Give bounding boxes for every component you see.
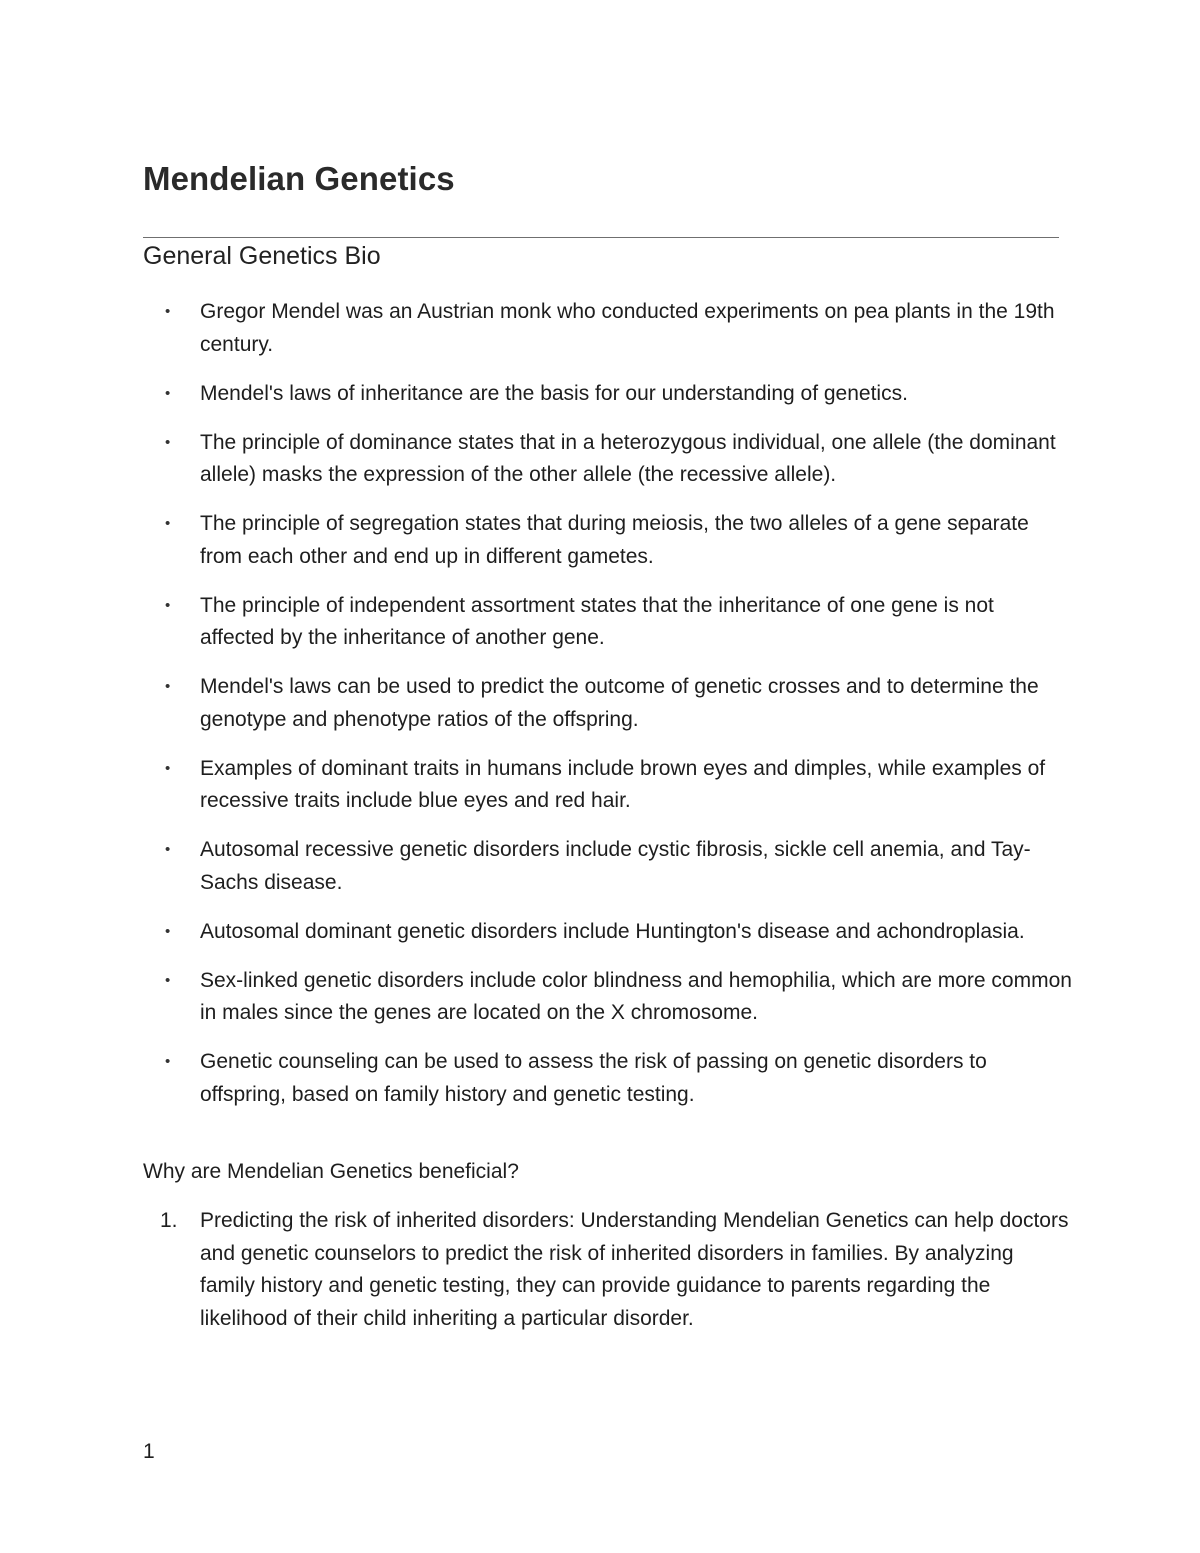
bullet-text: Examples of dominant traits in humans include brown eyes and dimples, while examples of recessive traits include blue eyes and red hair. bbox=[200, 756, 1046, 812]
question-paragraph: Why are Mendelian Genetics beneficial? bbox=[143, 1160, 519, 1183]
page-number: 1 bbox=[143, 1440, 155, 1463]
title-divider bbox=[143, 237, 1059, 238]
bullet-marker: • bbox=[165, 384, 171, 402]
bullet-item bbox=[143, 753, 1073, 818]
bullet-item bbox=[143, 834, 1073, 899]
numbered-list bbox=[143, 1205, 1073, 1335]
bullet-list bbox=[143, 296, 1073, 1128]
bullet-item bbox=[143, 590, 1073, 655]
bullet-text: The principle of dominance states that in a heterozygous individual, one allele (the dominant allele) masks the expression of the other allele (the recessive allele). bbox=[200, 430, 1056, 486]
numbered-item-text: Predicting the risk of inherited disorders: Understanding Mendelian Genetics can help doctors and genetic counselors to predict the risk of inherited disorders in families. By analyzing family history and genetic testing, they can provide guidance to parents regarding the likelihood of their child inheriting a particular disorder. bbox=[200, 1209, 1069, 1330]
bullet-marker: • bbox=[165, 759, 171, 777]
bullet-text: Genetic counseling can be used to assess the risk of passing on genetic disorders to offspring, based on family history and genetic testing. bbox=[200, 1050, 987, 1106]
bullet-text: Mendel's laws can be used to predict the outcome of genetic crosses and to determine the genotype and phenotype ratios of the offspring. bbox=[200, 675, 1039, 731]
bullet-item bbox=[143, 296, 1073, 361]
bullet-text: The principle of segregation states that during meiosis, the two alleles of a gene separate from each other and end up in different gametes. bbox=[200, 512, 1029, 568]
bullet-item bbox=[143, 916, 1073, 949]
item-number: 1. bbox=[160, 1209, 178, 1232]
bullet-marker: • bbox=[165, 678, 171, 695]
bullet-marker: • bbox=[165, 1053, 171, 1070]
numbered-item bbox=[143, 1205, 1073, 1335]
bullet-item bbox=[143, 1046, 1073, 1111]
bullet-text: Gregor Mendel was an Austrian monk who conducted experiments on pea plants in the 19th century. bbox=[200, 300, 1055, 356]
bullet-marker: • bbox=[165, 515, 171, 532]
bullet-item bbox=[143, 671, 1073, 736]
bullet-marker: • bbox=[165, 596, 171, 614]
bullet-text: Autosomal dominant genetic disorders include Huntington's disease and achondroplasia. bbox=[200, 919, 1025, 943]
bullet-text: Autosomal recessive genetic disorders include cystic fibrosis, sickle cell anemia, and Tay-Sachs disease. bbox=[200, 838, 1031, 894]
bullet-text: The principle of independent assortment states that the inheritance of one gene is not affected by the inheritance of another gene. bbox=[200, 593, 994, 649]
bullet-item bbox=[143, 508, 1073, 573]
bullet-item bbox=[143, 427, 1073, 492]
bullet-marker: • bbox=[165, 922, 171, 940]
bullet-marker: • bbox=[165, 971, 171, 989]
bullet-text: Mendel's laws of inheritance are the basis for our understanding of genetics. bbox=[200, 381, 908, 405]
bullet-marker: • bbox=[165, 841, 171, 858]
bullet-marker: • bbox=[165, 303, 171, 320]
bullet-item bbox=[143, 378, 1073, 411]
section-heading: General Genetics Bio bbox=[143, 242, 381, 270]
bullet-item bbox=[143, 965, 1073, 1030]
document-title: Mendelian Genetics bbox=[143, 160, 455, 197]
bullet-text: Sex-linked genetic disorders include color blindness and hemophilia, which are more common in males since the genes are located on the X chromosome. bbox=[200, 968, 1072, 1024]
bullet-marker: • bbox=[165, 433, 171, 451]
